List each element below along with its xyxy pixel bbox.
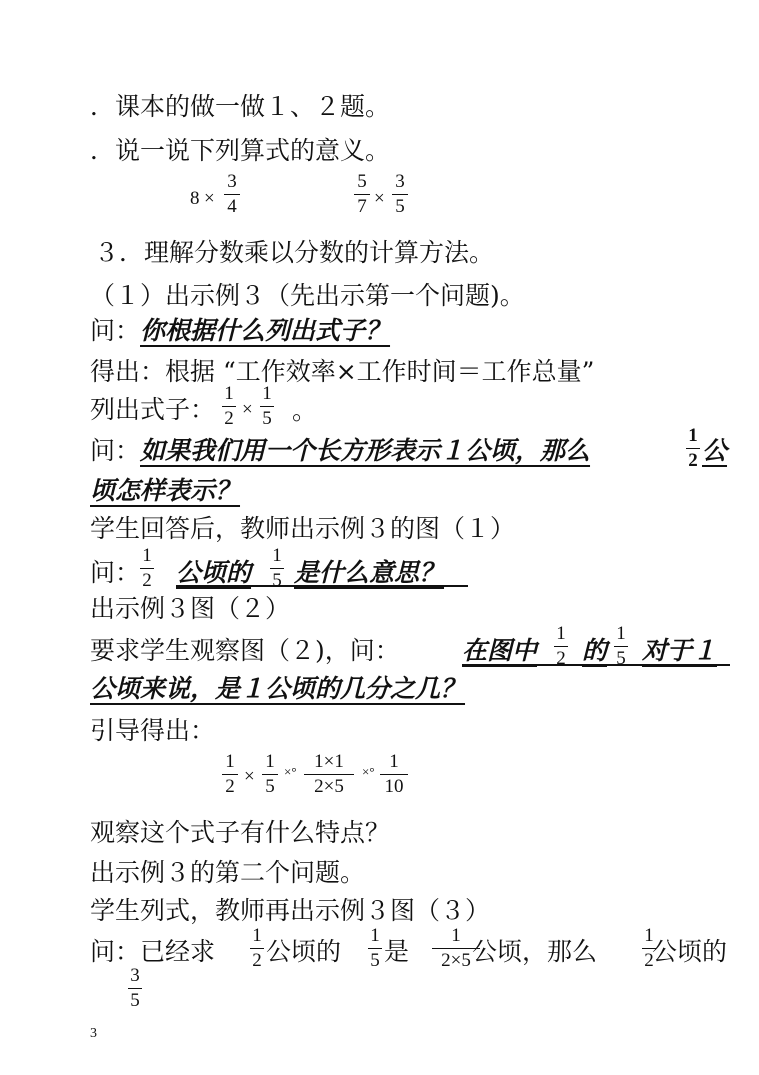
question-3-text: 公顷的 <box>176 558 252 587</box>
question-2-tail <box>702 436 727 466</box>
fraction-1-5 <box>368 926 382 971</box>
teacher-shows-fig2: 出示例３图（２） <box>90 594 291 623</box>
denominator: 5 <box>262 408 272 429</box>
final-question-c: 是 <box>384 937 410 966</box>
denominator: 4 <box>227 196 237 217</box>
question-3-prefix: 问： <box>90 558 141 587</box>
denominator: 2 <box>252 950 262 971</box>
denominator: 5 <box>395 196 405 217</box>
numerator: 1 <box>272 545 282 566</box>
fraction-1-5 <box>262 752 278 797</box>
question-4-underline <box>462 664 730 666</box>
fraction-1-2 <box>222 384 236 429</box>
question-4-text: 在图中 <box>462 636 538 665</box>
item-2-text: ．说一说下列算式的意义。 <box>90 136 391 165</box>
eq1-whole: 8 <box>190 188 200 209</box>
teacher-shows-fig1: 学生回答后，教师出示例３的图（１） <box>90 514 516 543</box>
question-4-b <box>582 636 607 666</box>
denominator: 10 <box>384 776 404 797</box>
final-question-d: 公顷，那么 <box>472 937 598 966</box>
observe-text: 观察这个式子有什么特点？ <box>90 818 391 847</box>
equals-sign-2: ×° <box>362 764 375 779</box>
numerator: 1 <box>252 925 262 946</box>
denominator: 2 <box>225 776 235 797</box>
teacher-shows-fig3: 学生列式，教师再出示例３图（３） <box>90 896 491 925</box>
page-number: 3 <box>90 1026 97 1041</box>
question-3-underline <box>176 585 468 587</box>
numerator: 5 <box>357 171 367 192</box>
denominator: 5 <box>130 990 140 1011</box>
numerator: 1 <box>225 751 235 772</box>
denominator: 2×5 <box>441 950 471 971</box>
denominator: 5 <box>616 648 626 669</box>
result-times: × <box>244 766 255 787</box>
fraction-1-5 <box>260 384 274 429</box>
question-2 <box>90 436 590 466</box>
question-4-prefix: 要求学生观察图（２)，问： <box>90 636 400 665</box>
fraction-1x1-2x5 <box>304 752 354 797</box>
final-question-b: 公顷的 <box>266 937 342 966</box>
question-4-line2 <box>90 674 465 704</box>
numerator: 1 <box>451 925 461 946</box>
question-2-text: 如果我们用一个长方形表示１公顷，那么 <box>140 436 591 465</box>
numerator: 1 <box>370 925 380 946</box>
fraction-1-2 <box>686 426 700 471</box>
numerator: 3 <box>395 171 405 192</box>
final-question-e: 公顷的 <box>652 937 728 966</box>
eq2-times: × <box>374 188 385 209</box>
question-4-text-cont: 对于１ <box>642 636 718 665</box>
numerator: 1 <box>224 383 234 404</box>
fraction-1-2 <box>140 546 154 591</box>
numerator: 1 <box>142 545 152 566</box>
equals-sign-1: ×° <box>284 764 297 779</box>
expression-end: 。 <box>292 396 318 425</box>
section-3-heading: ３．理解分数乘以分数的计算方法。 <box>94 238 495 267</box>
question-3-b <box>294 558 444 588</box>
fraction-1-2 <box>554 624 568 669</box>
fraction-5-7 <box>354 172 370 217</box>
second-question-text: 出示例３的第二个问题。 <box>90 858 366 887</box>
numerator: 1 <box>616 623 626 644</box>
question-4-a <box>462 636 537 666</box>
step-1-text: （１）出示例３（先出示第一个问题)。 <box>90 281 525 310</box>
denominator: 5 <box>370 950 380 971</box>
denominator: 2 <box>688 450 698 471</box>
denominator: 2 <box>556 648 566 669</box>
expr-times: × <box>242 399 253 420</box>
question-2-unit: 公 <box>702 436 728 465</box>
denominator: 2×5 <box>314 776 344 797</box>
expression-label: 列出式子： <box>90 395 216 424</box>
question-prefix: 问： <box>90 316 141 345</box>
question-3-a <box>176 558 251 588</box>
fraction-1-10 <box>380 752 408 797</box>
numerator: 1 <box>265 751 275 772</box>
denominator: 7 <box>357 196 367 217</box>
question-prefix: 问： <box>90 436 141 465</box>
eq1-times: × <box>204 188 215 209</box>
fraction-1-2 <box>222 752 238 797</box>
denominator: 2 <box>142 570 152 591</box>
guide-text: 引导得出： <box>90 716 216 745</box>
numerator: 1 <box>644 925 654 946</box>
numerator: 1 <box>262 383 272 404</box>
denominator: 2 <box>224 408 234 429</box>
denominator: 2 <box>644 950 654 971</box>
question-3-text-cont: 是什么意思？ <box>294 558 445 587</box>
numerator: 1 <box>688 425 698 446</box>
item-1-text: ．课本的做一做１、２题。 <box>90 92 391 121</box>
fraction-3-5 <box>128 966 142 1011</box>
denominator: 5 <box>265 776 275 797</box>
numerator: 3 <box>227 171 237 192</box>
fraction-1-2 <box>250 926 264 971</box>
question-1-text: 你根据什么列出式子？ <box>140 316 391 345</box>
question-2-text-cont: 顷怎样表示？ <box>90 476 241 505</box>
question-4-c <box>642 636 717 666</box>
denominator: 5 <box>272 570 282 591</box>
question-1 <box>90 316 390 346</box>
numerator: 3 <box>130 965 140 986</box>
fraction-3-4 <box>224 172 240 217</box>
question-4-text-end: 公顷来说，是１公顷的几分之几？ <box>90 674 466 703</box>
question-4-text-de: 的 <box>582 636 608 665</box>
question-2-cont <box>90 476 240 506</box>
numerator: 1 <box>389 751 399 772</box>
fraction-3-5 <box>392 172 408 217</box>
fraction-1-5 <box>614 624 628 669</box>
numerator: 1×1 <box>314 751 344 772</box>
numerator: 1 <box>556 623 566 644</box>
derive-text: 得出：根据 “工作效率×工作时间＝工作总量” <box>90 357 595 386</box>
final-question-a: 问：已经求 <box>90 937 216 966</box>
